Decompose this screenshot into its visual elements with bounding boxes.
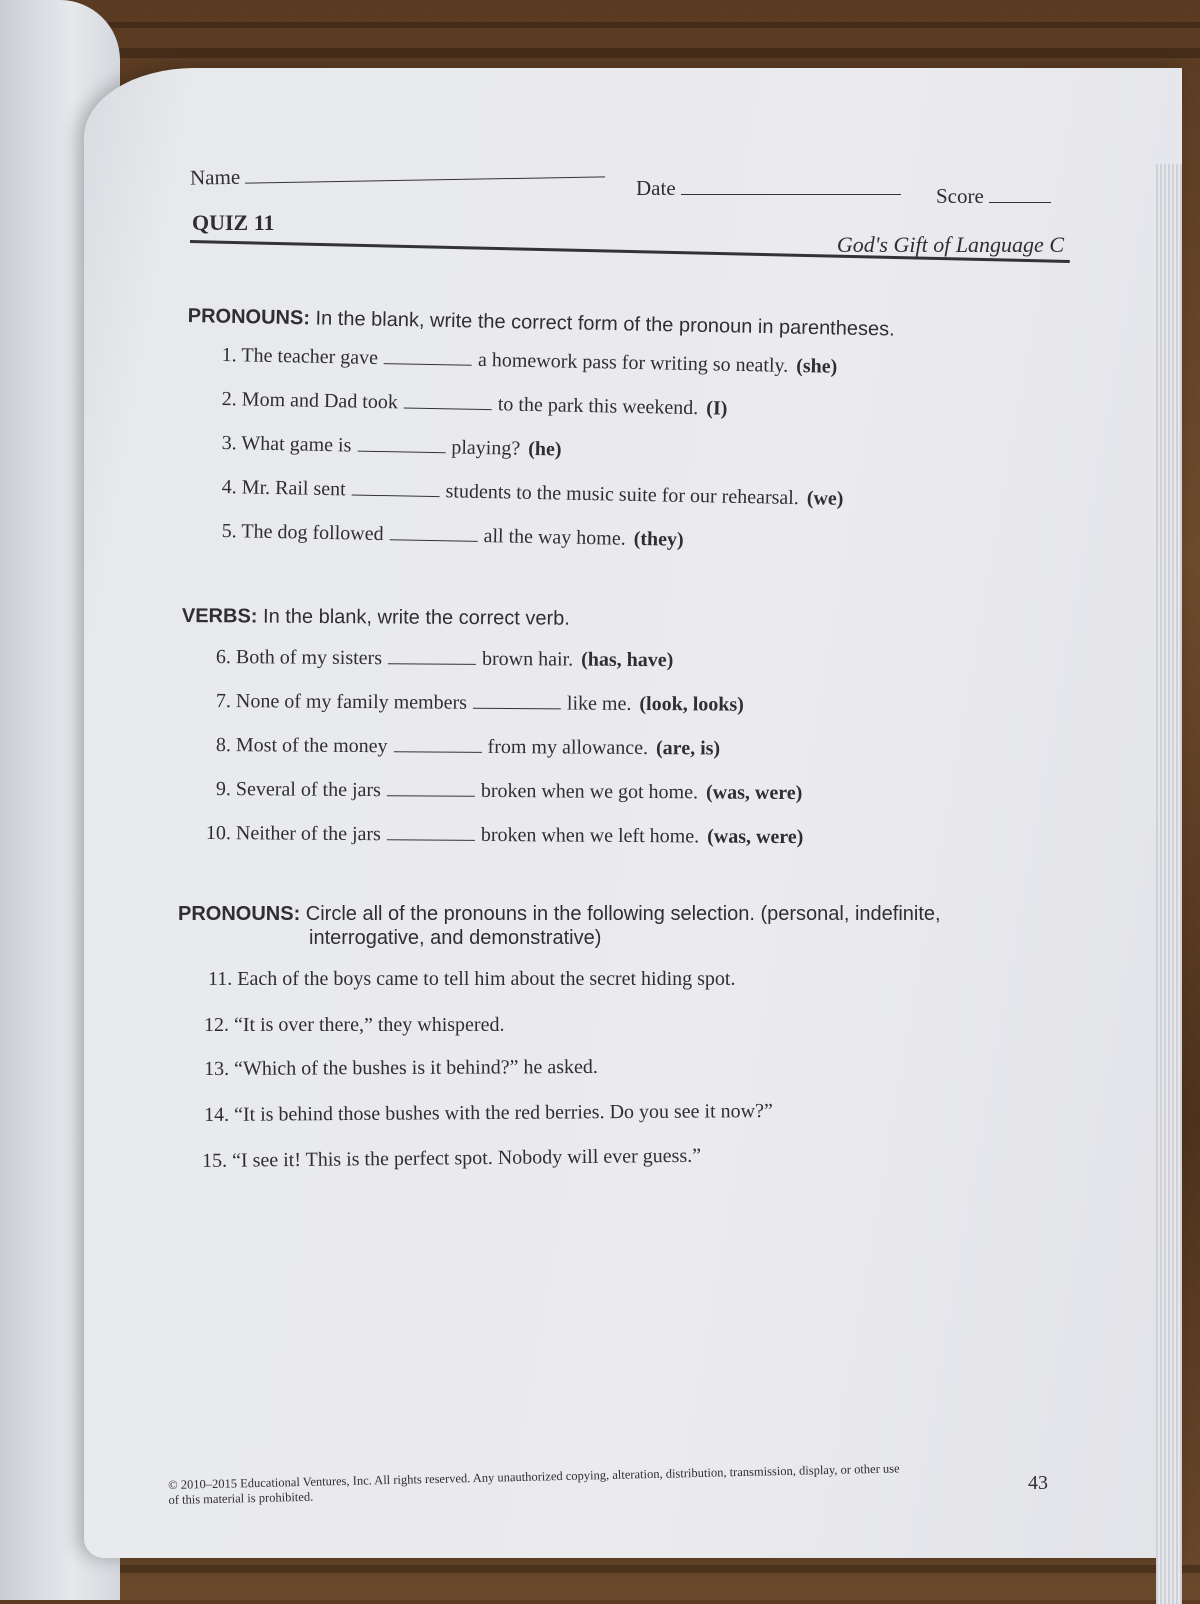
date-field[interactable] [636,176,901,201]
name-field[interactable] [190,158,606,190]
answer-blank[interactable] [352,494,440,497]
question-number: 10. [205,822,231,845]
answer-hint: (are, is) [655,737,721,760]
question-text-before: The teacher gave [241,344,379,369]
section-instruction: In the blank, write the correct verb. [262,605,570,630]
answer-blank[interactable] [394,751,482,753]
score-field[interactable] [936,184,1051,209]
name-line[interactable] [246,176,606,183]
section-pronouns-circle [178,902,941,926]
page-number: 43 [1028,1472,1048,1494]
question-text-after: from my allowance. [487,735,649,760]
question-text-after: broken when we left home. [480,823,700,848]
answer-hint: (he) [528,437,562,461]
question-text-after: students to the music suite for our rehearsal. [445,480,800,510]
answer-blank[interactable] [387,839,475,841]
section-heading: VERBS: [181,605,258,628]
question-15 [202,1145,701,1173]
question-number: 13. [204,1057,230,1080]
question-text-before: Several of the jars [235,778,381,802]
question-number: 7. [215,690,231,713]
date-line[interactable] [681,194,901,195]
question-text-before: Neither of the jars [235,822,381,846]
section-instruction: Circle all of the pronouns in the following selection. (personal, indefinite, [305,903,941,925]
question-12 [204,1014,504,1037]
question-3 [222,432,562,462]
question-number: 5. [221,520,237,543]
question-text-before: Mom and Dad took [241,388,399,414]
answer-blank[interactable] [404,407,492,410]
answer-hint: (they) [633,527,684,551]
question-text-after: all the way home. [483,525,626,550]
question-11 [208,968,735,991]
question-7 [216,690,744,717]
answer-hint: (was, were) [707,825,804,849]
question-14 [204,1100,773,1127]
answer-hint: (was, were) [705,781,803,805]
answer-blank[interactable] [388,663,476,665]
question-text-after: brown hair. [481,647,574,671]
question-4 [222,476,844,511]
question-2 [222,388,728,421]
question-6 [216,646,674,672]
score-line[interactable] [989,202,1051,203]
page-edge [1156,164,1182,1604]
question-9 [216,778,803,805]
question-5 [222,520,684,552]
answer-blank[interactable] [384,363,472,366]
answer-blank[interactable] [473,708,561,710]
question-10 [206,822,804,849]
question-number: 9. [215,778,231,801]
answer-blank[interactable] [357,451,445,454]
answer-blank[interactable] [387,795,475,797]
answer-hint: (look, looks) [639,692,744,716]
answer-blank[interactable] [389,539,477,542]
question-text[interactable]: Each of the boys came to tell him about the secret hiding spot. [237,968,736,990]
question-text[interactable]: “It is behind those bushes with the red berries. Do you see it now?” [233,1100,773,1126]
question-number: 14. [204,1103,230,1126]
copyright-notice: © 2010–2015 Educational Ventures, Inc. All rights reserved. Any unauthorized copying, alteration, distribution, transmission, display, or other use of this material is prohibited. [168,1461,900,1507]
question-text-after: to the park this weekend. [497,393,699,420]
question-text-before: Both of my sisters [235,646,383,670]
question-number: 4. [221,476,237,499]
score-label: Score [936,184,984,208]
question-number: 11. [208,968,233,990]
question-number: 12. [204,1014,229,1036]
section-heading: PRONOUNS: [187,304,311,330]
question-text-before: What game is [241,432,352,457]
name-label: Name [189,164,241,190]
answer-hint: (has, have) [581,648,674,672]
answer-hint: (I) [706,397,728,420]
question-number: 1. [221,344,237,367]
section-pronouns-blank [188,304,895,342]
worksheet-page [84,68,1182,1558]
question-text[interactable]: “Which of the bushes is it behind?” he asked. [233,1055,598,1080]
question-text[interactable]: “I see it! This is the perfect spot. Nobody will ever guess.” [231,1144,702,1172]
question-text-before: Most of the money [235,734,388,758]
course-title: God's Gift of Language C [836,232,1064,257]
question-text[interactable]: “It is over there,” they whispered. [234,1014,505,1036]
section-heading: PRONOUNS: [178,903,301,925]
date-label: Date [636,176,676,200]
question-text-before: None of my family members [235,690,468,714]
question-number: 6. [215,646,231,669]
section-instruction-continued: interrogative, and demonstrative) [309,927,602,949]
quiz-title: QUIZ 11 [192,210,275,235]
question-text-after: broken when we got home. [480,779,699,804]
question-number: 8. [215,734,231,757]
question-number: 3. [221,432,237,455]
question-text-after: playing? [451,436,521,460]
answer-hint: (she) [796,355,838,378]
question-text-before: The dog followed [241,520,384,546]
question-text-after: a homework pass for writing so neatly. [477,348,789,377]
question-1 [222,344,838,379]
question-13 [204,1056,598,1081]
question-text-before: Mr. Rail sent [241,476,346,501]
question-text-after: like me. [566,692,632,715]
question-8 [216,734,720,761]
question-number: 2. [221,388,237,411]
section-instruction: In the blank, write the correct form of the pronoun in parentheses. [315,307,895,341]
answer-hint: (we) [806,487,844,510]
section-verbs [182,604,570,631]
question-number: 15. [202,1149,228,1172]
